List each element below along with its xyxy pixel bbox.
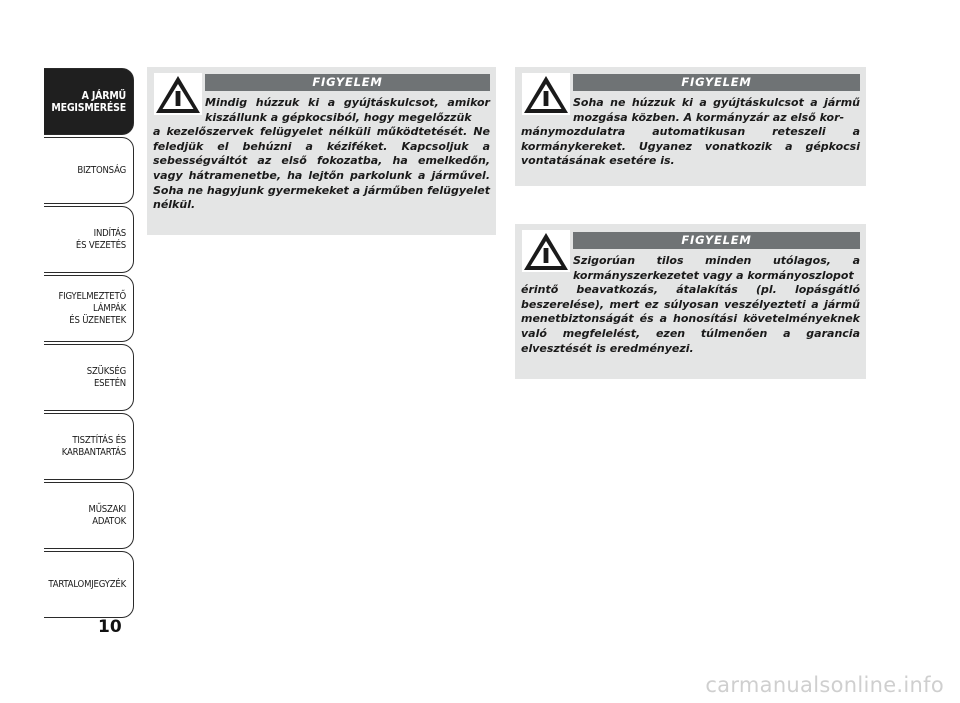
tab-label: INDÍTÁS ÉS VEZETÉS [75,227,126,251]
warning-body-text: érintő beavatkozás, átalakítás (pl. lopásgátló beszerelése), mert ez súlyosan veszélyezteti a jármű menetbiztonságát és a honosítási követelményeknek való megfelelést, ezen túlmenően a garancia elvesztését is eredményezi. [521,283,860,355]
warning-text [153,96,490,213]
tab-label: SZÜKSÉG ESETÉN [86,365,126,389]
tab-emergency[interactable] [44,344,134,411]
warning-lead-text: Szigorúan tilos minden utólagos, a kormányszerkezetet vagy a kormányoszlopot [573,254,860,282]
warning-text [521,254,860,356]
tab-technical-data[interactable] [44,482,134,549]
warning-title: FIGYELEM [205,74,490,91]
tab-warning-lights[interactable] [44,275,134,342]
warning-title: FIGYELEM [573,74,860,91]
tab-label: FIGYELMEZTETŐ LÁMPÁK ÉS ÜZENETEK [58,290,126,326]
warning-text [521,96,860,169]
tab-maintenance[interactable] [44,413,134,480]
tab-safety[interactable] [44,137,134,204]
tab-label: MŰSZAKI ADATOK [88,503,126,527]
watermark: carmanualsonline.info [705,673,944,697]
tab-starting-driving[interactable] [44,206,134,273]
tab-label: TISZTÍTÁS ÉS KARBANTARTÁS [61,434,126,458]
tab-label: A JÁRMŰ MEGISMERÉSE [51,89,126,114]
warning-box-steering-lock [515,67,866,186]
tab-vehicle-overview[interactable] [44,68,134,135]
page-number: 10 [98,617,122,637]
warning-body-text: mánymozdulatra automatikusan reteszeli a kormánykereket. Ugyanez vonatkozik a gépkocsi vontatásának esetére is. [521,125,860,168]
warning-body-text: a kezelőszervek felügyelet nélküli működtetését. Ne feledjük el behúzni a kéziféket. Kapcsoljuk a sebességváltót az első fokozatba, ha emelkedőn, vagy hátramenetbe, ha lejtőn parkolunk a járművel. Soha ne hagyjunk gyermekeket a járműben felügyelet nélkül. [153,125,490,212]
warning-title: FIGYELEM [573,232,860,249]
tab-label: TARTALOMJEGYZÉK [48,578,126,590]
tab-index[interactable] [44,551,134,618]
warning-lead-text: Mindig húzzuk ki a gyújtáskulcsot, amikor kiszállunk a gépkocsiból, hogy megelőzzük [205,96,490,124]
warning-box-ignition-key [147,67,496,235]
warning-lead-text: Soha ne húzzuk ki a gyújtáskulcsot a jármű mozgása közben. A kormányzár az első kor- [573,96,860,124]
warning-box-steering-modification [515,224,866,379]
tab-label: BIZTONSÁG [77,164,126,176]
